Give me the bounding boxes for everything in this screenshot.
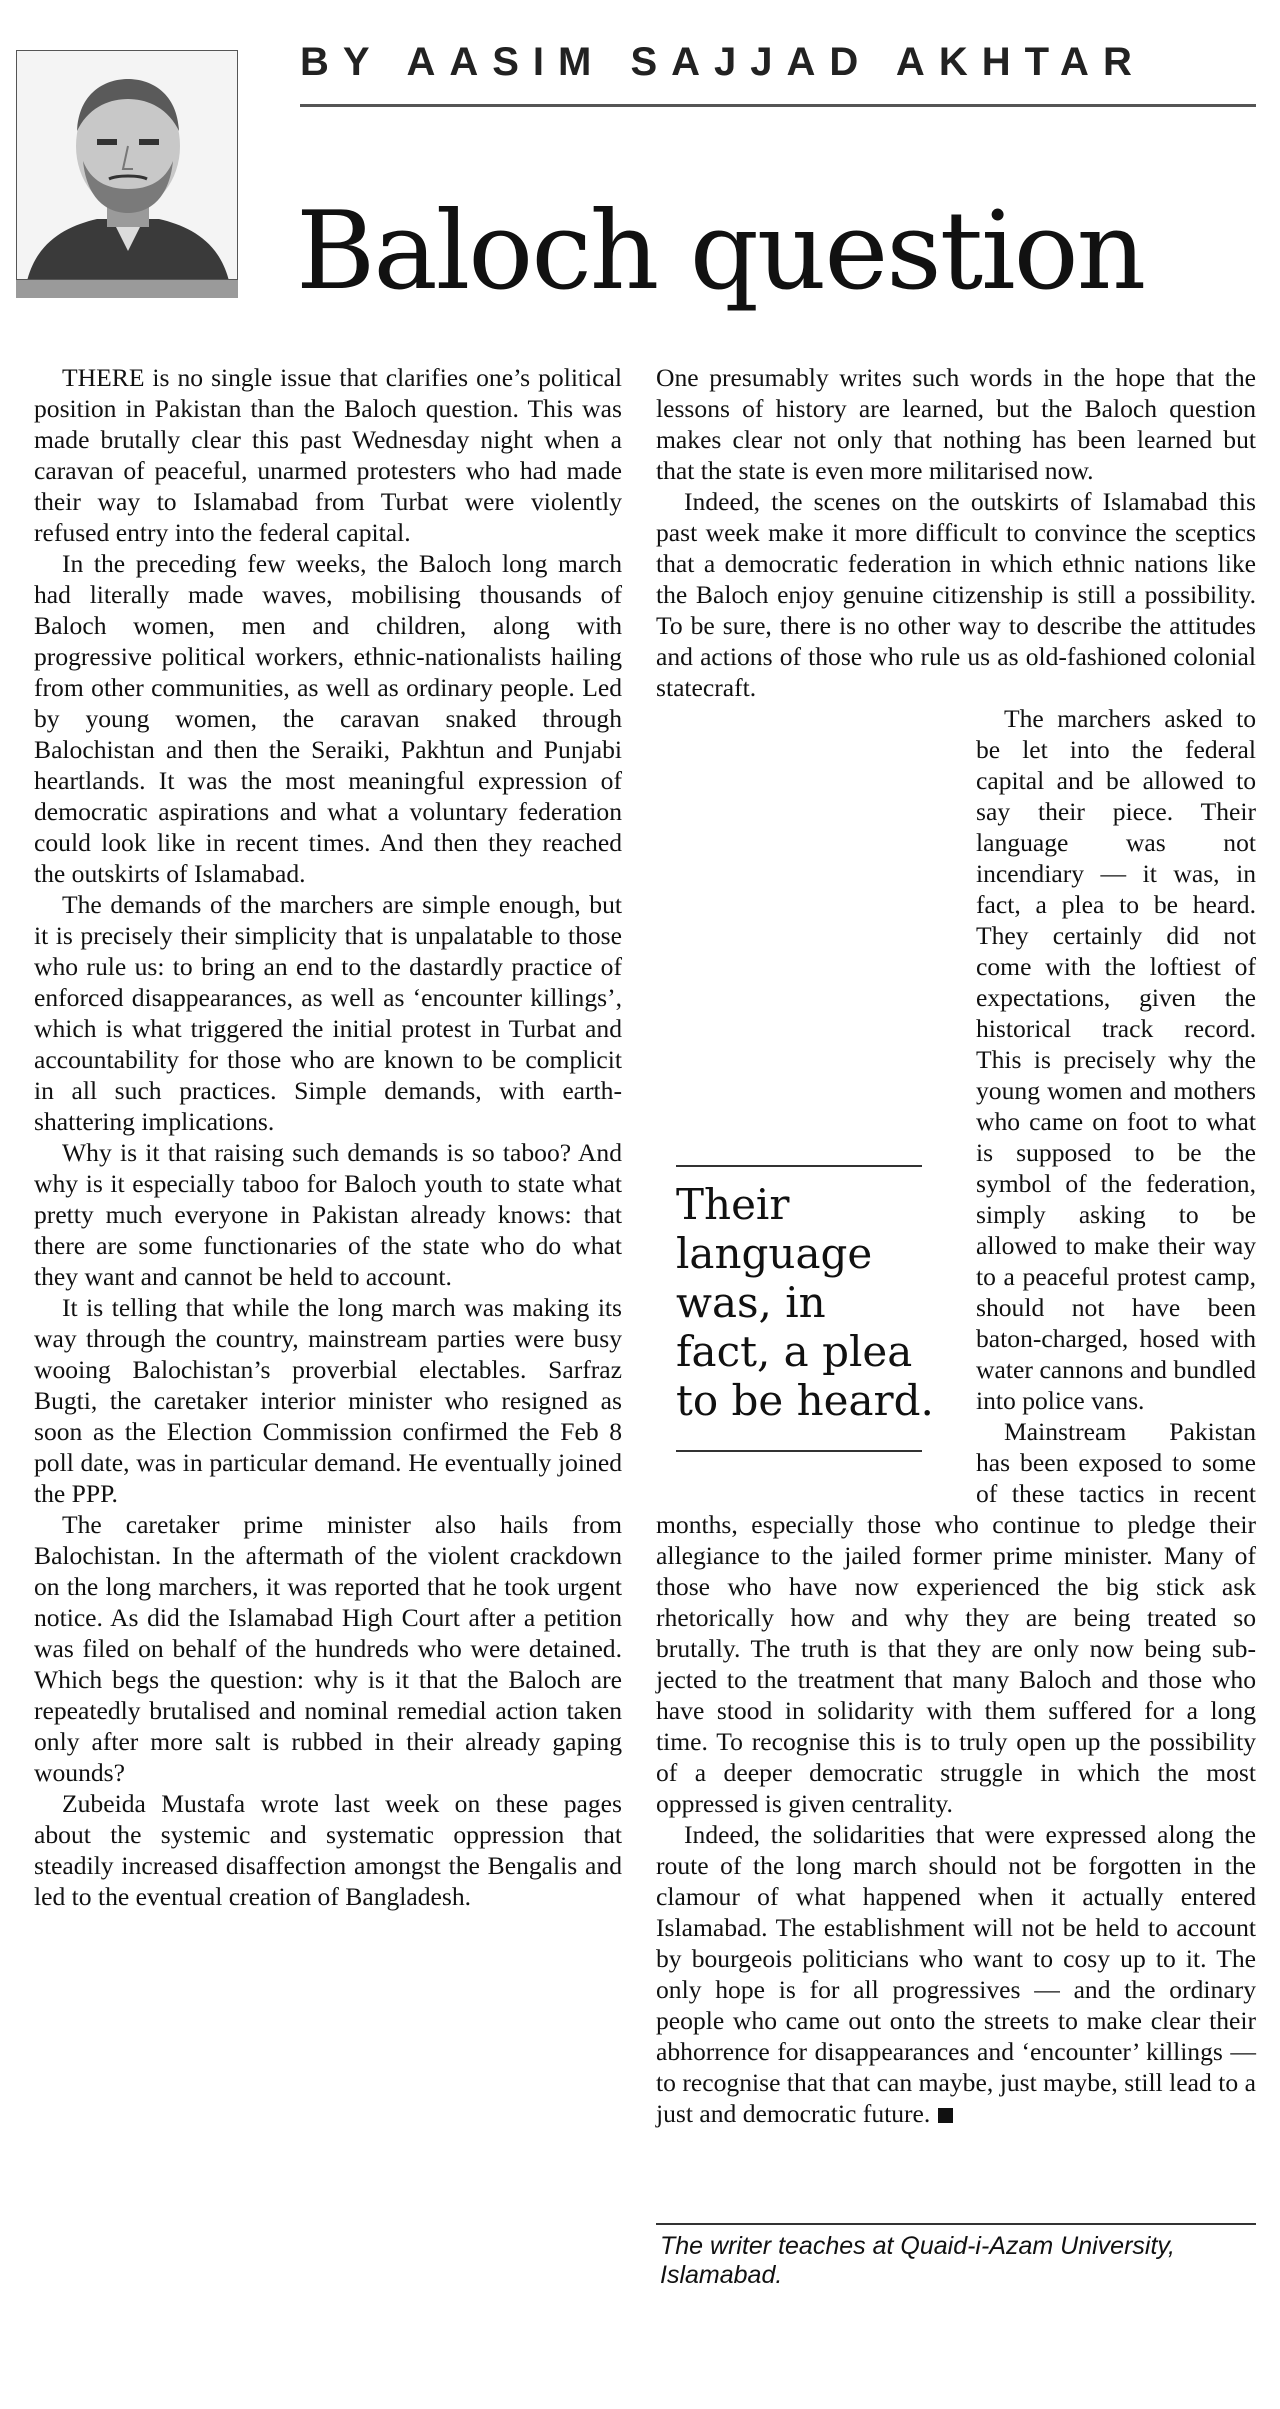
paragraph: Indeed, the scenes on the outskirts of Islamabad this past week make it more difficult to convince the sceptics that a democratic federation in which ethnic nations like the Baloch enjoy genuine citizenship is still a possibility. To be sure, there is no other way to describe the attitudes and actions of those who rule us as old-fashioned colonial statecraft.	[656, 487, 1256, 702]
paragraph: It is telling that while the long march was making its way through the country, mainstream parties were busy wooing Balochistan’s proverbial electables. Sarfraz Bugti, the caretaker interior minister who resigned as soon as the Election Commission confirmed the Feb 8 poll date, was in particular demand. He eventually joined the PPP.	[34, 1293, 622, 1508]
footnote-rule	[656, 2223, 1256, 2225]
pull-quote-line: Their	[676, 1180, 790, 1229]
byline: BY AASIM SAJJAD AKHTAR	[300, 40, 1146, 84]
pull-quote-line: was, in	[676, 1278, 826, 1327]
portrait-band	[16, 280, 238, 298]
paragraph: Zubeida Mustafa wrote last week on these pages about the systemic and systematic oppression that steadily increased disaffection amongst the Bengalis and led to the eventual creation of Bangladesh.	[34, 1789, 622, 1911]
pull-quote	[676, 1180, 976, 1425]
pull-quote-line: fact, a plea	[676, 1327, 913, 1376]
author-note: The writer teaches at Quaid-i-Azam University, Islamabad.	[660, 2232, 1175, 2289]
paragraph: The marchers asked to be let into the federal capital and be allowed to say their piece. Their language was not incendiary — it was, in fact, a plea to be heard. They certainly did not come with the loftiest of expectations, given the historical track record. This is precisely why the young women and mothers who came on foot to what is supposed to be the symbol of the federation, simply asking to be allowed to make their way to a peaceful protest camp, should not have been baton-charged, hosed with water cannons and bundled into police vans.	[976, 704, 1256, 1415]
pull-quote-line: to be heard.	[676, 1376, 934, 1425]
paragraph: In the preceding few weeks, the Baloch long march had literally made waves, mobilising thousands of Baloch women, men and children, along with progressive political workers, ethnic-nationalists hailing from other communities, as well as ordinary people. Led by young women, the caravan snaked through Balochistan and then the Seraiki, Pakhtun and Punjabi heartlands. It was the most meaningful expression of democratic aspirations and what a voluntary federation could look like in recent times. And then they reached the outskirts of Islamabad.	[34, 549, 622, 888]
author-portrait-image	[17, 51, 238, 280]
byline-rule	[300, 104, 1256, 107]
paragraph: One presumably writes such words in the hope that the lessons of history are learned, but the Baloch question makes clear not only that nothing has been learned but that the state is even more militarised now.	[656, 363, 1256, 485]
left-column	[34, 362, 622, 1912]
end-mark-icon	[938, 2108, 953, 2123]
headline: Baloch question	[296, 189, 1145, 314]
pull-quote-rule-top	[676, 1165, 922, 1167]
paragraph: Why is it that raising such demands is so taboo? And why is it especially taboo for Baloch youth to state what pretty much everyone in Pakistan already knows: that there are some functionaries of the state who do what they want and cannot be held to account.	[34, 1138, 622, 1291]
paragraph: The demands of the marchers are simple enough, but it is precisely their simplicity that is unpalatable to those who rule us: to bring an end to the dastardly practice of enforced disappearances, as well as ‘encounter killings’, which is what triggered the initial protest in Turbat and accountability for those who are known to be complicit in all such practices. Simple demands, with earth-shattering implications.	[34, 890, 622, 1136]
pull-quote-rule-bottom	[676, 1450, 922, 1452]
pull-quote-line: language	[676, 1229, 873, 1278]
paragraph: Mainstream Pakistan has been exposed to some of these tactics in recent months, especially those who continue to pledge their allegiance to the jailed former prime minister. Many of those who have now experienced the big stick ask rhetorically how and why they are being treated so brutally. The truth is that they are only now being subjected to the treatment that many Baloch and those who have stood in solidarity with them suffered for a long time. To recognise this is to truly open up the possibility of a deeper democratic struggle in which the most oppressed is given centrality.	[656, 1417, 1256, 1818]
paragraph: THERE is no single issue that clarifies one’s political position in Pakistan than the Baloch question. This was made brutally clear this past Wednesday night when a caravan of peaceful, unarmed protesters who had made their way to Islamabad from Turbat were violently refused entry into the federal capital.	[34, 363, 622, 547]
author-portrait	[16, 50, 238, 280]
paragraph: The caretaker prime minister also hails from Balochistan. In the aftermath of the violent crackdown on the long marchers, it was reported that he took urgent notice. As did the Islamabad High Court after a petition was filed on behalf of the hundreds who were detained. Which begs the question: why is it that the Baloch are repeatedly brutalised and nominal remedial action taken only after more salt is rubbed in their already gaping wounds?	[34, 1510, 622, 1787]
paragraph-text: Indeed, the solidarities that were expressed along the route of the long march should not be forgotten in the clamour of what happened when it actually entered Islamabad. The establishment will not be held to account by bourgeois politicians who want to cosy up to it. The only hope is for all progressives — and the ordinary people who came out onto the streets to make clear their abhorrence for disappearances and ‘encounter’ killings — to recognise that that can maybe, just maybe, still lead to a just and democratic future.	[656, 1820, 1256, 2128]
paragraph	[656, 1819, 1256, 2129]
